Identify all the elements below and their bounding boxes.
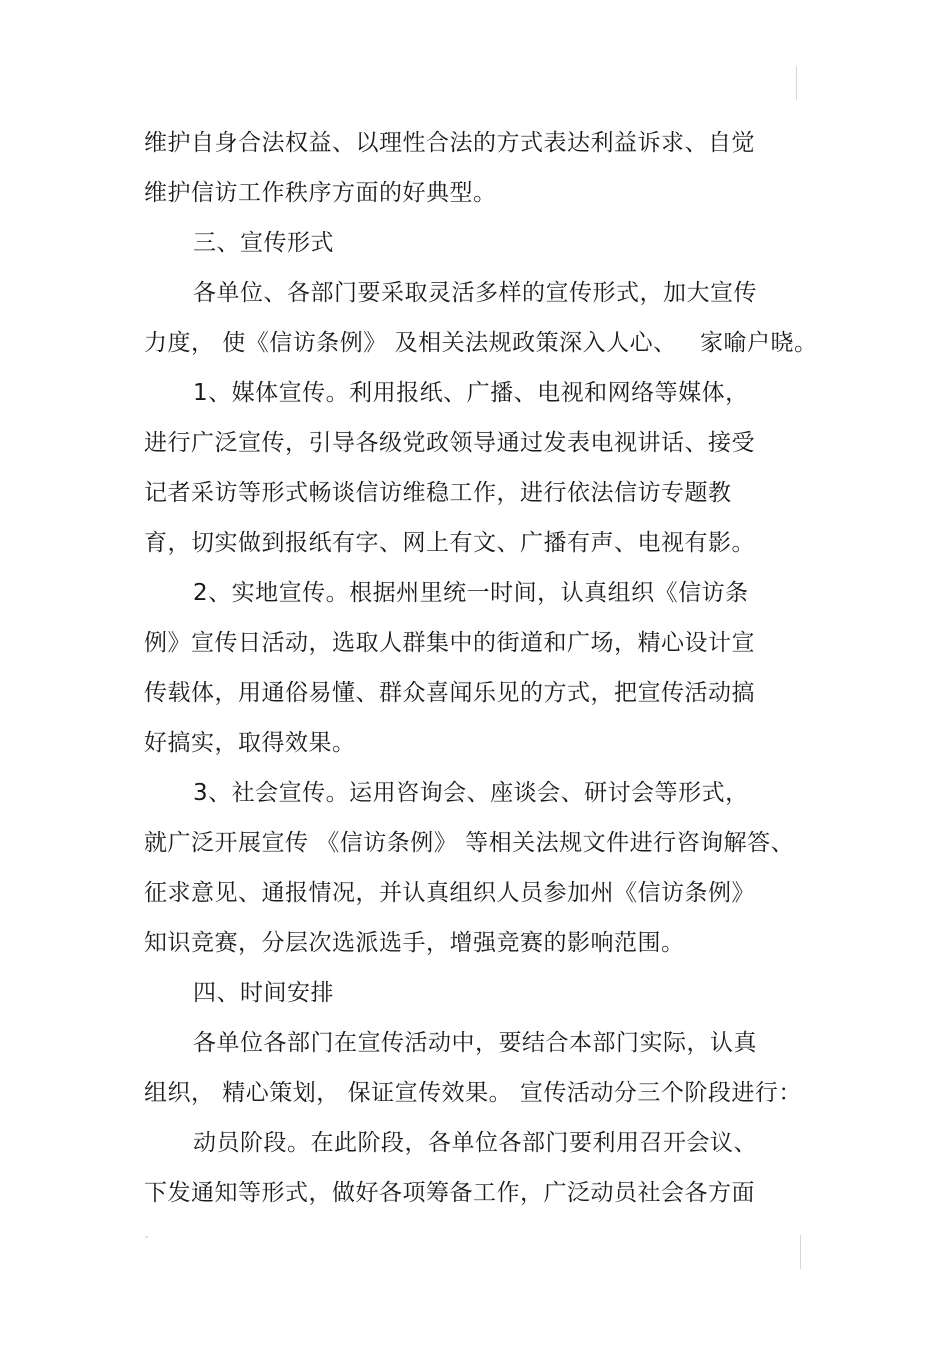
text-line-11: 例》宣传日活动，选取人群集中的街道和广场，精心设计宣 bbox=[144, 630, 755, 656]
section-heading-3: 三、宣传形式 bbox=[193, 230, 334, 256]
scan-edge-mark-top-right bbox=[796, 66, 797, 100]
text-line-2: 维护信访工作秩序方面的好典型。 bbox=[144, 180, 497, 206]
text-line-17: 知识竞赛，分层次选派选手，增强竞赛的影响范围。 bbox=[144, 930, 685, 956]
text-line-9: 育，切实做到报纸有字、网上有文、广播有声、电视有影。 bbox=[144, 530, 755, 556]
text-line-8: 记者采访等形式畅谈信访维稳工作，进行依法信访专题教 bbox=[144, 480, 732, 506]
scan-edge-mark-bottom-left bbox=[145, 1236, 148, 1238]
text-line-21: 动员阶段。在此阶段，各单位各部门要利用召开会议、 bbox=[193, 1130, 757, 1156]
text-line-19: 各单位各部门在宣传活动中，要结合本部门实际，认真 bbox=[193, 1030, 757, 1056]
text-line-1: 维护自身合法权益、以理性合法的方式表达利益诉求、自觉 bbox=[144, 130, 755, 156]
text-line-15: 就广泛开展宣传 《信访条例》 等相关法规文件进行咨询解答、 bbox=[144, 830, 795, 856]
text-line-6: 1、媒体宣传。利用报纸、广播、电视和网络等媒体， bbox=[193, 380, 749, 406]
text-line-20: 组织， 精心策划， 保证宣传效果。 宣传活动分三个阶段进行： bbox=[144, 1080, 802, 1106]
scan-edge-mark-bottom-right bbox=[800, 1235, 801, 1269]
text-line-16: 征求意见、通报情况，并认真组织人员参加州《信访条例》 bbox=[144, 880, 755, 906]
text-line-10: 2、实地宣传。根据州里统一时间，认真组织《信访条 bbox=[193, 580, 749, 606]
text-line-4: 各单位、各部门要采取灵活多样的宣传形式，加大宣传 bbox=[193, 280, 757, 306]
section-heading-4: 四、时间安排 bbox=[193, 980, 334, 1006]
text-line-5: 力度， 使《信访条例》 及相关法规政策深入人心、 家喻户晓。 bbox=[144, 330, 818, 356]
text-line-14: 3、社会宣传。运用咨询会、座谈会、研讨会等形式， bbox=[193, 780, 749, 806]
text-line-12: 传载体，用通俗易懂、群众喜闻乐见的方式，把宣传活动搞 bbox=[144, 680, 755, 706]
text-line-7: 进行广泛宣传，引导各级党政领导通过发表电视讲话、接受 bbox=[144, 430, 755, 456]
text-line-13: 好搞实，取得效果。 bbox=[144, 730, 356, 756]
text-line-22: 下发通知等形式，做好各项筹备工作，广泛动员社会各方面 bbox=[144, 1180, 755, 1206]
